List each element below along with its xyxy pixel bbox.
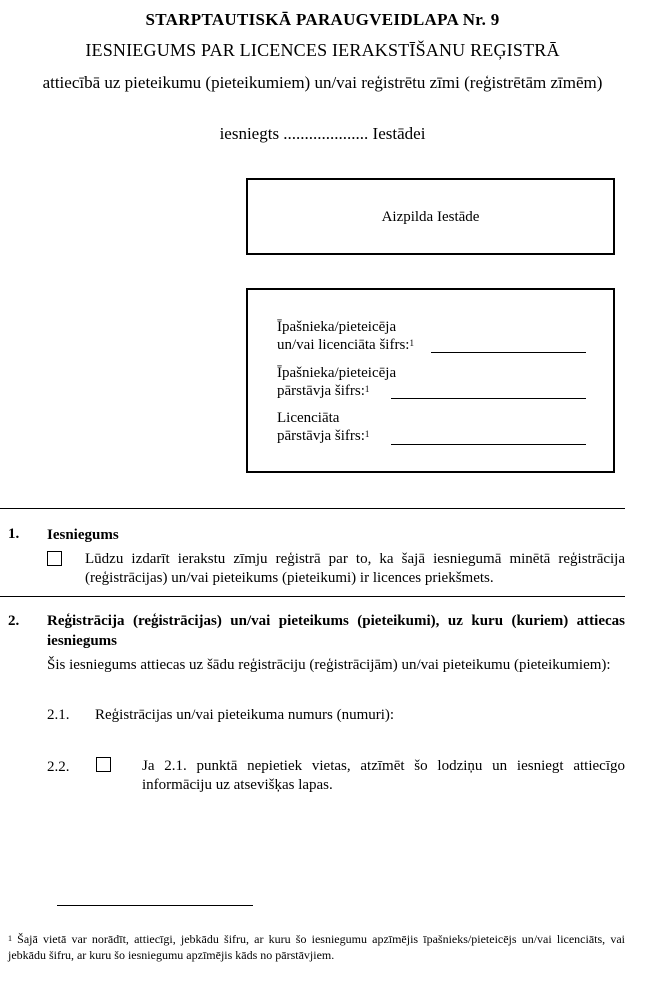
footnote-mark: 1 <box>8 934 12 943</box>
footnote <box>8 931 625 963</box>
reference-codes-box <box>246 288 615 473</box>
holder-representative-code-label: Īpašnieka/pieteicēja pārstāvja šifrs:$^1$ <box>277 365 397 399</box>
form-subtitle: IESNIEGUMS PAR LICENCES IERAKSTĪŠANU REĢISTRĀ <box>85 40 560 60</box>
section-1-text: Lūdzu izdarīt ierakstu zīmju reģistrā par to, ka šajā iesniegumā minētā reģistrācija (reģistrācijas) un/vai pieteikums (pieteikumi) ir licences priekšmets. <box>85 551 625 586</box>
submitted-to-line: iesniegts .................... Iestādei <box>219 124 426 143</box>
footnote-ref: 1 <box>364 384 370 394</box>
item-2-1-number: 2.1. <box>47 707 70 723</box>
section-divider <box>0 596 625 597</box>
form-description: attiecībā uz pieteikumu (pieteikumiem) un/vai reģistrētu zīmi (reģistrētām zīmēm) <box>42 73 603 92</box>
holder-licensee-code-label: Īpašnieka/pieteicēja un/vai licenciāta šifrs:$^1$ <box>277 319 414 353</box>
footnote-ref: 1 <box>364 429 370 439</box>
office-use-label: Aizpilda Iestāde <box>381 209 480 225</box>
section-2-title: Reģistrācija (reģistrācijas) un/vai pieteikums (pieteikumi), uz kuru (kuriem) attiecas iesniegums <box>47 613 625 649</box>
registration-numbers-field[interactable] <box>95 726 625 746</box>
footnote-separator <box>57 905 253 906</box>
item-2-1-label: Reģistrācijas un/vai pieteikuma numurs (numuri): <box>95 707 395 723</box>
section-2-number: 2. <box>8 613 20 629</box>
item-2-2-number: 2.2. <box>47 759 70 775</box>
licensee-representative-code-input[interactable] <box>391 444 586 445</box>
footnote-ref: 1 <box>409 338 414 348</box>
item-2-2-text: Ja 2.1. punktā nepietiek vietas, atzīmēt šo lodziņu un iesniegt attiecīgo informāciju uz atsevišķas lapas. <box>142 758 625 793</box>
extra-sheet-checkbox[interactable] <box>96 757 111 772</box>
section-1-number: 1. <box>8 526 20 542</box>
holder-licensee-code-input[interactable] <box>431 352 586 353</box>
footnote-text: Šajā vietā var norādīt, attiecīgi, jebkādu šifru, ar kuru šo iesniegumu apzīmējis īpašnieks/pieteicējs un/vai licenciāts, vai jebkādu šifru, ar kuru šo iesniegumu apzīmējis kāds no pārstāvjiem. <box>8 932 625 962</box>
holder-representative-code-input[interactable] <box>391 398 586 399</box>
section-1-checkbox[interactable] <box>47 551 62 566</box>
form-title: STARPTAUTISKĀ PARAUGVEIDLAPA Nr. 9 <box>145 10 500 29</box>
section-divider <box>0 508 625 509</box>
licensee-representative-code-label: Licenciāta pārstāvja šifrs:$^1$ <box>277 410 370 444</box>
office-use-box <box>246 178 615 255</box>
section-1-title: Iesniegums <box>47 527 119 543</box>
section-2-intro: Šis iesniegums attiecas uz šādu reģistrāciju (reģistrācijām) un/vai pieteikumu (pieteikumiem): <box>47 657 611 673</box>
